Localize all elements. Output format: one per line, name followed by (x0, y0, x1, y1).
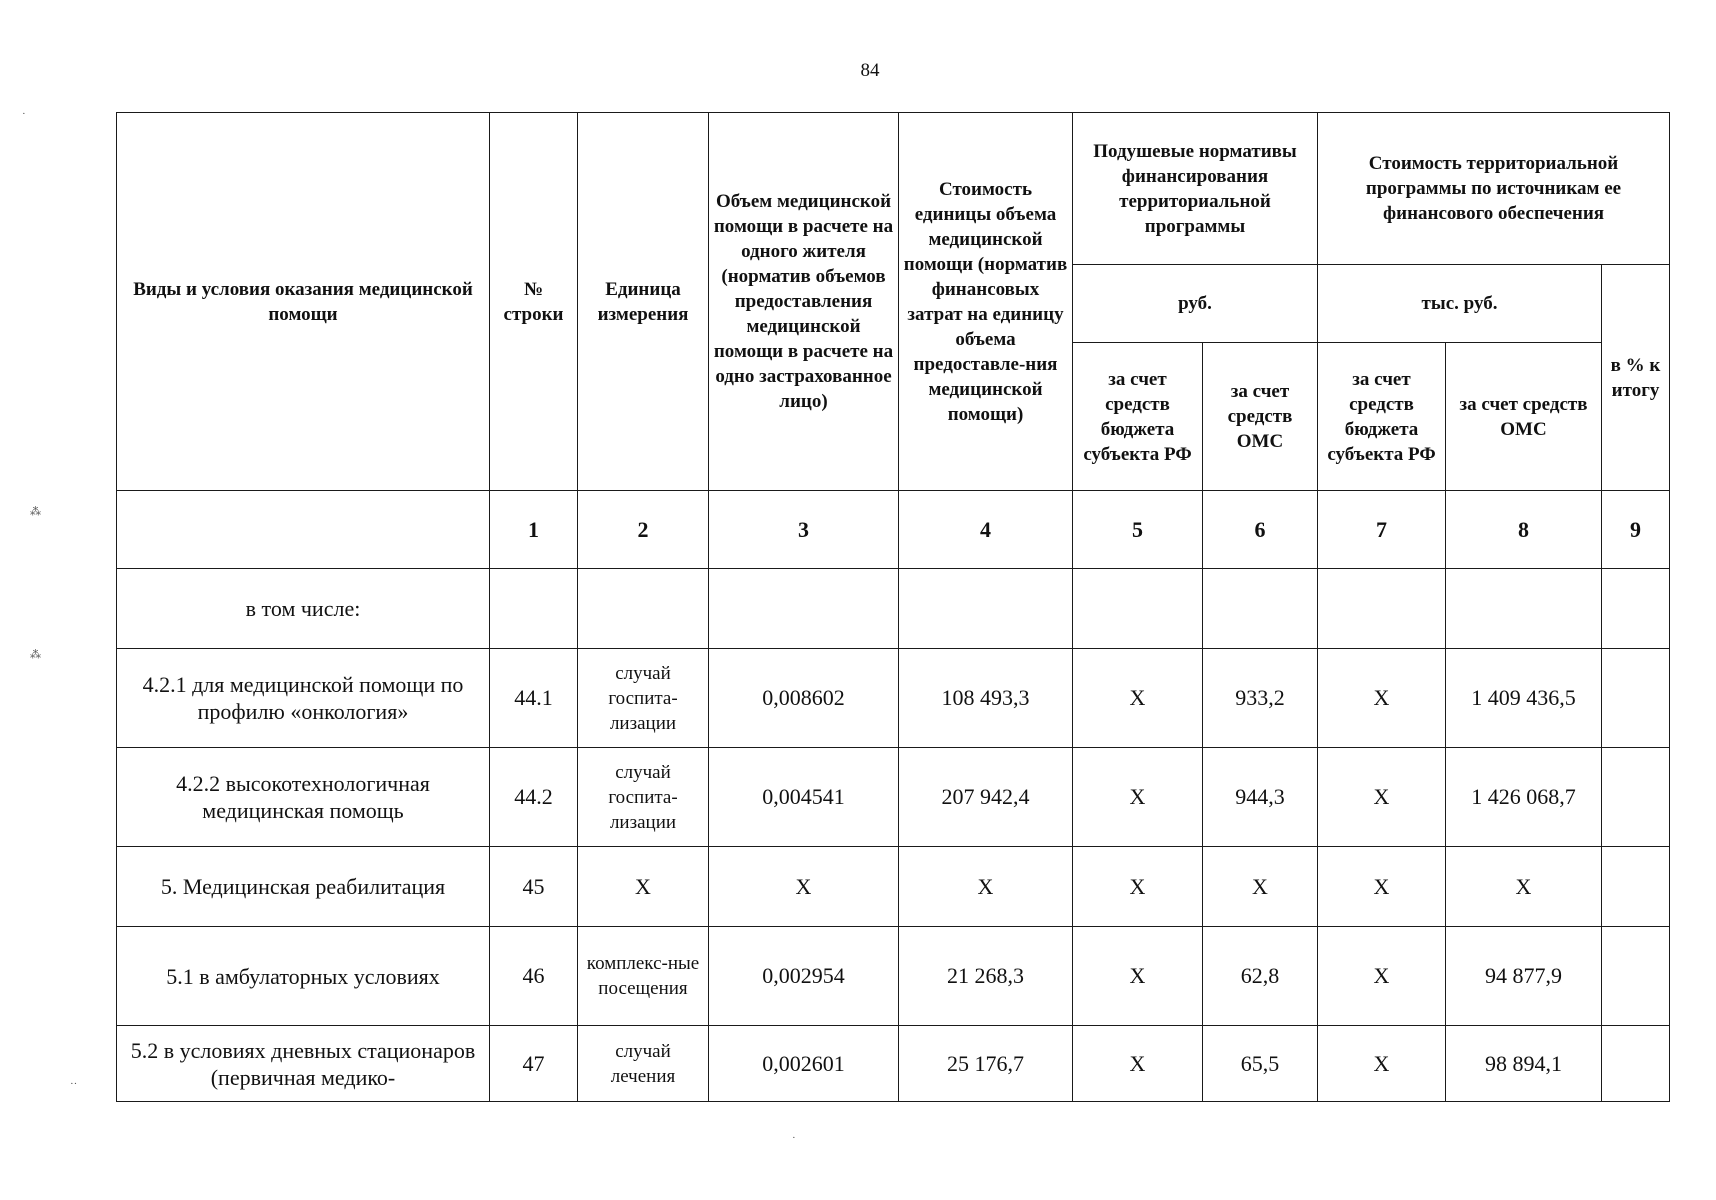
header-oms-thousand: за счет средств ОМС (1446, 343, 1602, 491)
row-name: 5.1 в амбулаторных условиях (117, 927, 490, 1026)
row-number: 46 (490, 927, 578, 1026)
header-unit-cost: Стоимость единицы объема медицинской помощи (норматив финансовых затрат на единицу объема предоставле-ния медицинской помощи) (899, 113, 1073, 491)
row-c6: 65,5 (1203, 1026, 1318, 1102)
header-percent-of-total: в % к итогу (1602, 265, 1670, 491)
column-number-blank (117, 491, 490, 569)
row-c8: 94 877,9 (1446, 927, 1602, 1026)
row-c9 (1602, 847, 1670, 927)
row-volume: 0,002954 (709, 927, 899, 1026)
scan-speck: · (22, 108, 26, 120)
row-unit: случай госпита-лизации (578, 748, 709, 847)
column-number: 2 (578, 491, 709, 569)
row-cost: 25 176,7 (899, 1026, 1073, 1102)
row-name: 4.2.2 высокотехнологичная медицинская помощь (117, 748, 490, 847)
row-cost: 21 268,3 (899, 927, 1073, 1026)
table-row (117, 927, 1670, 1026)
row-volume: 0,002601 (709, 1026, 899, 1102)
table-row (117, 748, 1670, 847)
row-c9 (1602, 927, 1670, 1026)
row-name: 4.2.1 для медицинской помощи по профилю «онкология» (117, 649, 490, 748)
row-unit: случай лечения (578, 1026, 709, 1102)
column-number: 3 (709, 491, 899, 569)
row-volume (709, 569, 899, 649)
medical-care-cost-table (116, 112, 1670, 1102)
row-c5: X (1073, 748, 1203, 847)
column-number: 8 (1446, 491, 1602, 569)
row-number: 47 (490, 1026, 578, 1102)
row-c6: X (1203, 847, 1318, 927)
column-number: 5 (1073, 491, 1203, 569)
row-c7: X (1318, 927, 1446, 1026)
row-name: 5. Медицинская реабилитация (117, 847, 490, 927)
header-oms-rub: за счет средств ОМС (1203, 343, 1318, 491)
row-c5 (1073, 569, 1203, 649)
row-c9 (1602, 748, 1670, 847)
header-per-capita-standards: Подушевые нормативы финансирования территориальной программы (1073, 113, 1318, 265)
row-number: 45 (490, 847, 578, 927)
row-c8: 98 894,1 (1446, 1026, 1602, 1102)
header-unit-rub: руб. (1073, 265, 1318, 343)
row-cost (899, 569, 1073, 649)
row-c7: X (1318, 1026, 1446, 1102)
header-unit: Единица измерения (578, 113, 709, 491)
column-number: 6 (1203, 491, 1318, 569)
row-name: в том числе: (117, 569, 490, 649)
header-budget-rub: за счет средств бюджета субъекта РФ (1073, 343, 1203, 491)
row-c8: 1 409 436,5 (1446, 649, 1602, 748)
table-row (117, 569, 1670, 649)
column-number: 7 (1318, 491, 1446, 569)
row-cost: 108 493,3 (899, 649, 1073, 748)
row-c8: 1 426 068,7 (1446, 748, 1602, 847)
row-c5: X (1073, 927, 1203, 1026)
row-name: 5.2 в условиях дневных стационаров (первичная медико- (117, 1026, 490, 1102)
column-number: 1 (490, 491, 578, 569)
row-c9 (1602, 569, 1670, 649)
row-c7: X (1318, 748, 1446, 847)
header-budget-thousand: за счет средств бюджета субъекта РФ (1318, 343, 1446, 491)
row-unit (578, 569, 709, 649)
row-c8: X (1446, 847, 1602, 927)
scan-speck: · (792, 1132, 796, 1144)
header-type-of-care: Виды и условия оказания медицинской помощи (117, 113, 490, 491)
scan-speck: ·· (70, 1078, 78, 1090)
table-row (117, 1026, 1670, 1102)
row-volume: 0,004541 (709, 748, 899, 847)
row-c5: X (1073, 649, 1203, 748)
table-row (117, 649, 1670, 748)
column-number: 4 (899, 491, 1073, 569)
row-unit: комплекс-ные посещения (578, 927, 709, 1026)
table-row (117, 847, 1670, 927)
row-c6: 933,2 (1203, 649, 1318, 748)
row-cost: 207 942,4 (899, 748, 1073, 847)
row-c9 (1602, 1026, 1670, 1102)
row-volume: 0,008602 (709, 649, 899, 748)
row-cost: X (899, 847, 1073, 927)
row-unit: X (578, 847, 709, 927)
row-c6: 944,3 (1203, 748, 1318, 847)
page-number: 84 (860, 60, 880, 81)
header-volume: Объем медицинской помощи в расчете на одного жителя (норматив объемов предоставления медицинской помощи в расчете на одно застрахованное лицо) (709, 113, 899, 491)
row-c5: X (1073, 847, 1203, 927)
header-row-number: № строки (490, 113, 578, 491)
column-number: 9 (1602, 491, 1670, 569)
scan-speck: ⁂ (30, 649, 41, 661)
row-number: 44.2 (490, 748, 578, 847)
row-volume: X (709, 847, 899, 927)
row-c7: X (1318, 847, 1446, 927)
row-c5: X (1073, 1026, 1203, 1102)
row-number: 44.1 (490, 649, 578, 748)
header-unit-thousand-rub: тыс. руб. (1318, 265, 1602, 343)
row-c6: 62,8 (1203, 927, 1318, 1026)
row-c7: X (1318, 649, 1446, 748)
row-c7 (1318, 569, 1446, 649)
row-c6 (1203, 569, 1318, 649)
header-program-cost: Стоимость территориальной программы по источникам ее финансового обеспечения (1318, 113, 1670, 265)
row-unit: случай госпита-лизации (578, 649, 709, 748)
scan-speck: ⁂ (30, 506, 41, 518)
row-number (490, 569, 578, 649)
row-c8 (1446, 569, 1602, 649)
row-c9 (1602, 649, 1670, 748)
